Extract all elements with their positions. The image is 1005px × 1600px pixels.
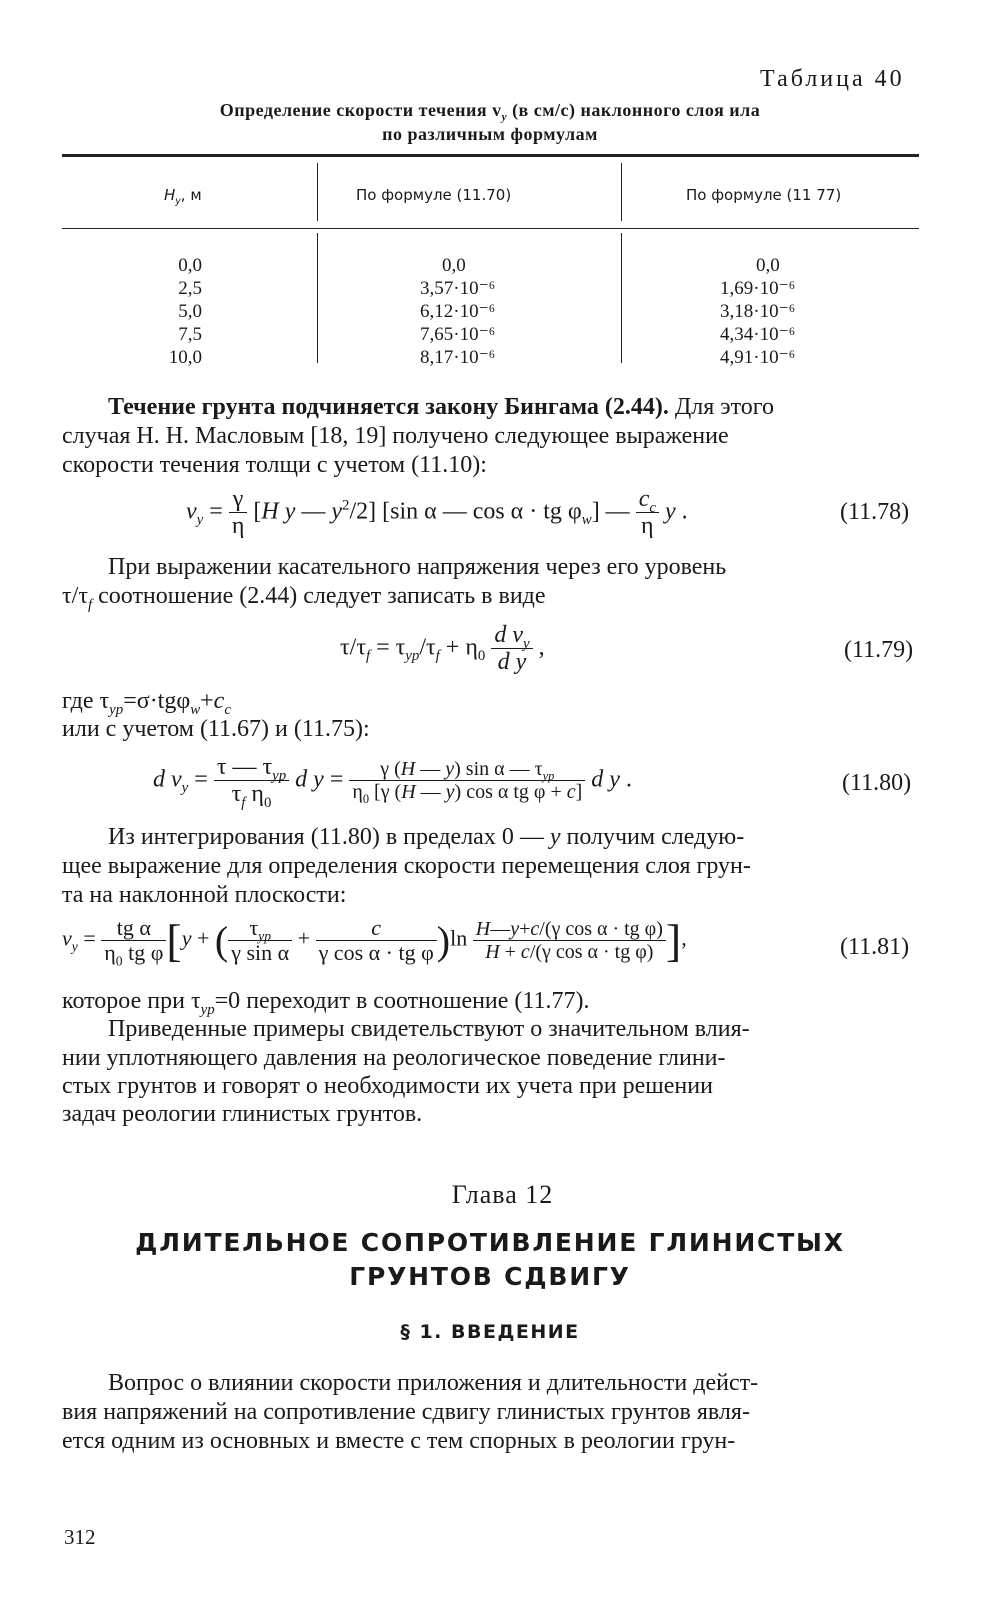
table-column-divider (317, 163, 318, 221)
table-column-divider (621, 163, 622, 221)
paragraph-line: вия напряжений на сопротивление сдвигу глинистых грунтов явля- (62, 1399, 750, 1425)
paragraph-line: случая Н. Н. Масловым [18, 19] получено следующее выражение (62, 423, 729, 449)
table-cell: 3,57·10⁻⁶ (420, 278, 496, 299)
table-cell: 1,69·10⁻⁶ (720, 278, 796, 299)
table-cell: 8,17·10⁻⁶ (420, 347, 496, 368)
equation-11-81: $v_y$ = $\frac{\text{tg α}}{\eta_0 tg \varphi}$ [y + ( $\frac{\tau_{yp}}{\text{γ sin α}}$ + $\frac{c}{\text{γ cos α · tg φ}}$ )ln $\frac{\text{H—y+c/(γ cos α · tg φ)}}{\text{H + c/(γ cos α · tg φ)}}$ ], (62, 914, 687, 969)
paragraph-line: ется одним из основных и вместе с тем спорных в реологии грун- (62, 1428, 736, 1454)
table-cell: 2,5 (178, 278, 202, 299)
paragraph-line: та на наклонной плоскости: (62, 882, 347, 908)
paragraph-line: где $\tau_{yp}=\sigma\cdot tg\varphi_w+c_c$ (62, 688, 231, 718)
table-column-divider (621, 233, 622, 363)
table-cell: 5,0 (178, 301, 202, 322)
paragraph-line: стых грунтов и говорят о необходимости их учета при решении (62, 1073, 713, 1099)
paragraph-line: При выражении касательного напряжения через его уровень (108, 554, 727, 580)
equation-number: (11.79) (844, 637, 914, 663)
paragraph-line: $\tau/\tau_f$ соотношение (2.44) следует записать в виде (62, 583, 546, 613)
section-heading: § 1. ВВЕДЕНИЕ (400, 1321, 580, 1343)
table-cell: 0,0 (178, 255, 202, 276)
table-header-formula-70: По формуле (11.70) (356, 186, 512, 204)
equation-number: (11.78) (840, 499, 910, 525)
paragraph-line: щее выражение для определения скорости перемещения слоя грун- (62, 853, 751, 879)
table-column-formula-70 (420, 254, 540, 369)
table-cell: 0,0 (442, 255, 466, 276)
paragraph-line: Течение грунта подчиняется закону Бингама (2.44). Для этого (108, 394, 774, 420)
table-number: Таблица 40 (760, 66, 905, 92)
table-cell: 0,0 (756, 255, 780, 276)
chapter-title-line1: ДЛИТЕЛЬНОЕ СОПРОТИВЛЕНИЕ ГЛИНИСТЫХ (135, 1228, 845, 1257)
equation-number: (11.81) (840, 934, 910, 960)
table-cell: 6,12·10⁻⁶ (420, 301, 496, 322)
table-cell: 4,91·10⁻⁶ (720, 347, 796, 368)
table-column-formula-77 (720, 254, 840, 369)
table-cell: 7,65·10⁻⁶ (420, 324, 496, 345)
chapter-title-line2: ГРУНТОВ СДВИГУ (349, 1262, 631, 1291)
equation-11-79: $\tau/\tau_f = \tau_{yp}/\tau_f + \eta_0$ $\frac{d v_y}{\text{d y}}$ , (340, 622, 545, 676)
paragraph-line: задач реологии глинистых грунтов. (62, 1101, 423, 1127)
table-column-divider (317, 233, 318, 363)
table-header-formula-77: По формуле (11 77) (686, 186, 842, 204)
equation-11-80: d $v_y$ = $\frac{\tau — \tau_{yp}}{\tau_f \eta_0}$ d y = $\frac{\gamma (H — y) \sin \alpha — \tau_{yp}}{\eta_0 [\gamma (H — y) \cos \alpha tg \varphi + c]}$ d y . (153, 754, 632, 812)
table-cell: 10,0 (168, 347, 202, 368)
table-caption-line2: по различным формулам (382, 124, 598, 144)
paragraph-line: скорости течения толщи с учетом (11.10): (62, 452, 487, 478)
paragraph-line: или с учетом (11.67) и (11.75): (62, 716, 370, 742)
equation-11-78: $v_y$ = $\frac{\gamma}{\eta}$ [H y — $y^2/2$] [sin α — cos α · tg $\varphi_w$] — $\frac{c_c}{\eta}$ y . (186, 486, 688, 540)
table-column-depth (118, 254, 202, 369)
table-header-rule (62, 228, 919, 229)
paragraph-line: Приведенные примеры свидетельствуют о значительном влия- (108, 1016, 750, 1042)
table-cell: 3,18·10⁻⁶ (720, 301, 796, 322)
paragraph-line: Из интегрирования (11.80) в пределах 0 — y получим следую- (108, 824, 745, 850)
paragraph-line: нии уплотняющего давления на реологическое поведение глини- (62, 1045, 726, 1071)
chapter-label: Глава 12 (451, 1180, 554, 1209)
paragraph-line: которое при $\tau_{yp}=0$ переходит в соотношение (11.77). (62, 988, 590, 1018)
table-header-depth: $H_y$, м (164, 186, 202, 207)
equation-number: (11.80) (842, 770, 912, 796)
page-number: 312 (64, 1525, 96, 1549)
table-top-rule (62, 154, 919, 157)
table-cell: 7,5 (178, 324, 202, 345)
paragraph-line: Вопрос о влиянии скорости приложения и длительности дейст- (108, 1370, 759, 1396)
table-caption-line1: Определение скорости течения $v_y$ (в см/с) наклонного слоя ила (219, 100, 761, 124)
table-cell: 4,34·10⁻⁶ (720, 324, 796, 345)
